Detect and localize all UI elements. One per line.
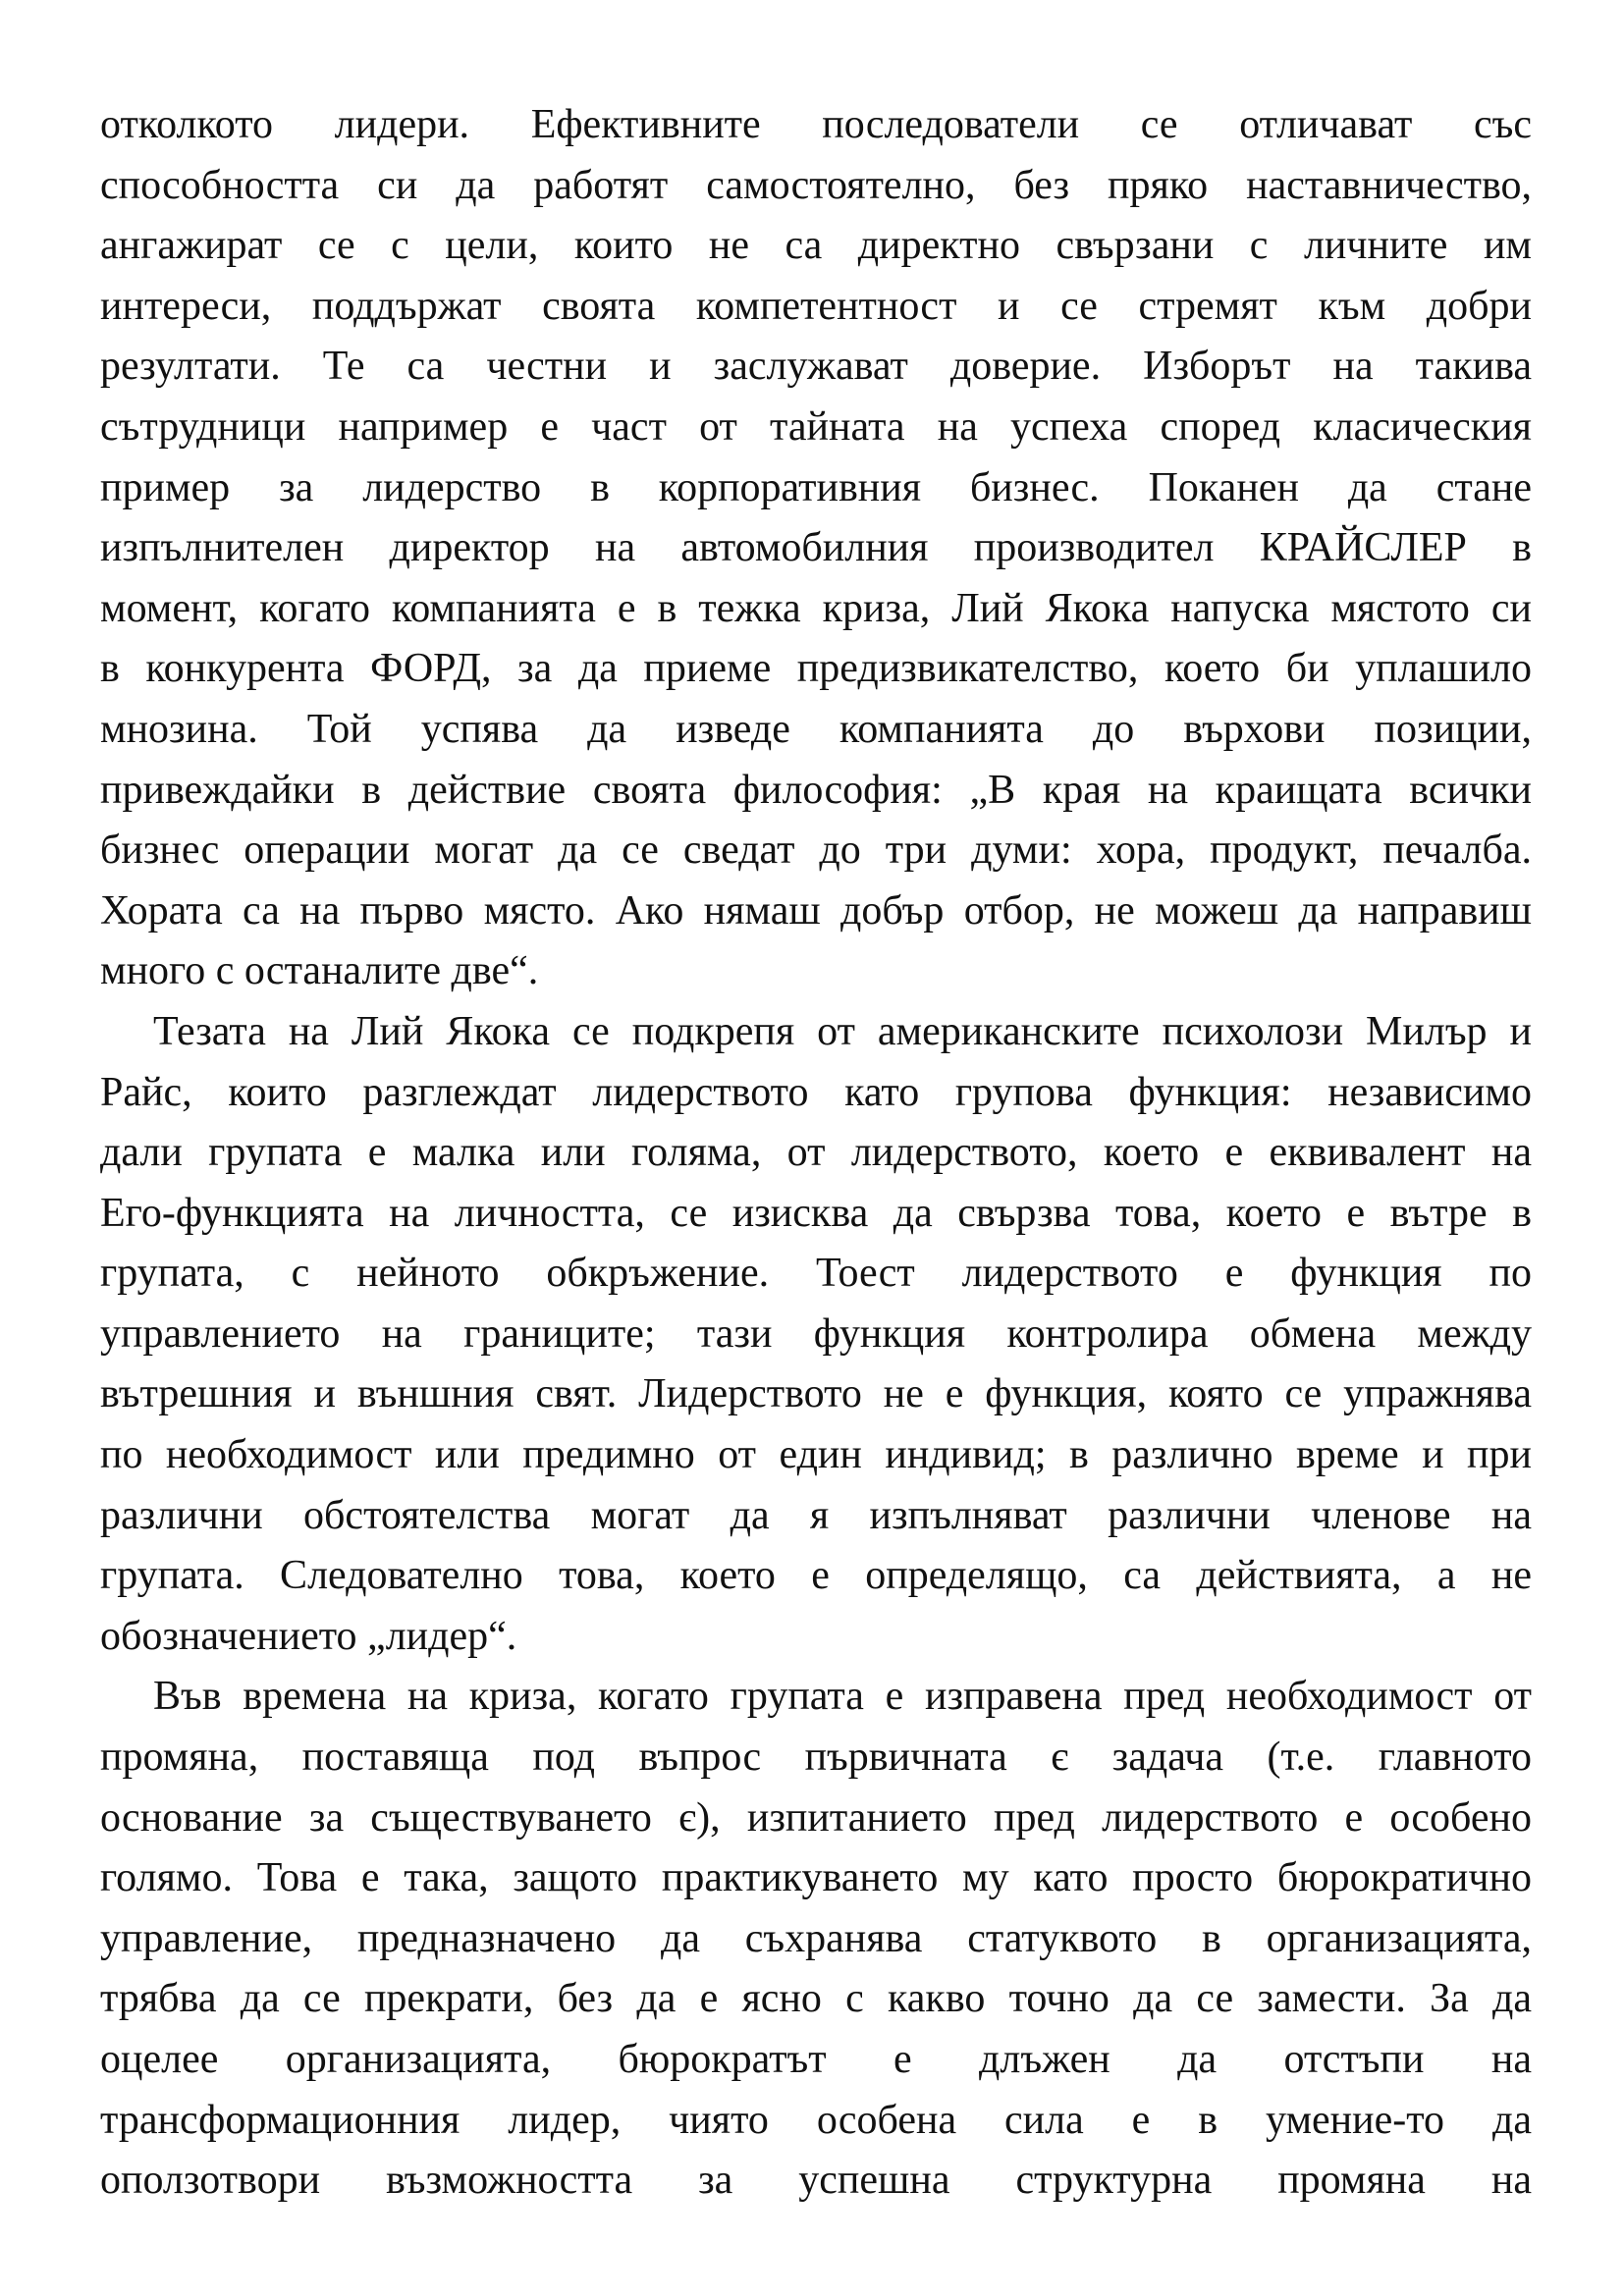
text-line: интереси, поддържат своята компетентност и се стремят към добри: [100, 283, 1532, 329]
text-line: Във времена на криза, когато групата е изправена пред необходимост от: [153, 1674, 1532, 1720]
text-line: дали групата е малка или голяма, от лидерството, което е еквивалент на: [100, 1130, 1532, 1176]
paragraph: [100, 1667, 1532, 2211]
text-line: изпълнителен директор на автомобилния производител КРАЙСЛЕР в: [100, 525, 1532, 571]
text-line: ангажират се с цели, които не са директно свързани с личните им: [100, 223, 1532, 269]
text-line: управлението на границите; тази функция контролира обмена между: [100, 1310, 1532, 1357]
text-line: промяна, поставяща под въпрос първичната є задача (т.е. главното: [100, 1735, 1532, 1781]
paragraph: [100, 95, 1532, 1002]
text-line: трансформационния лидер, чиято особена сила е в умение-то да: [100, 2097, 1532, 2143]
text-line: момент, когато компанията е в тежка криза, Лий Якока напуска мястото си: [100, 585, 1532, 631]
text-line: различни обстоятелства могат да я изпълняват различни членове на: [100, 1492, 1532, 1538]
text-line: оползотвори възможността за успешна структурна промяна на: [100, 2158, 1532, 2204]
text-line: Райс, които разглеждат лидерството като групова функция: независимо: [100, 1069, 1532, 1115]
text-line: трябва да се прекрати, без да е ясно с какво точно да се замести. За да: [100, 1976, 1532, 2022]
text-line: Тезата на Лий Якока се подкрепя от американските психолози Милър и: [153, 1008, 1532, 1054]
text-line: групата. Следователно това, което е определящо, са действията, а не: [100, 1553, 1532, 1599]
text-line: Его-функцията на личността, се изисква да свързва това, което е вътре в: [100, 1190, 1532, 1236]
text-line: оцелее организацията, бюрократът е длъжен да отстъпи на: [100, 2037, 1532, 2082]
body-text: [100, 95, 1532, 2212]
text-line: по необходимост или предимно от един индивид; в различно време и при: [100, 1432, 1532, 1478]
text-line: бизнес операции могат да се сведат до три думи: хора, продукт, печалба.: [100, 828, 1532, 874]
text-line: основание за съществуването є), изпитанието пред лидерството е особено: [100, 1794, 1532, 1841]
text-line: Хората са на първо място. Ако нямаш добър отбор, не можеш да направиш: [100, 887, 1532, 934]
text-line: управление, предназначено да съхранява статуквото в организацията,: [100, 1915, 1532, 1961]
paragraph: [100, 1002, 1532, 1668]
text-line: в конкурента ФОРД, за да приеме предизвикателство, което би уплашило: [100, 646, 1532, 692]
text-line: групата, с нейното обкръжение. Тоест лидерството е функция по: [100, 1251, 1532, 1297]
text-line: голямо. Това е така, защото практикуването му като просто бюрократично: [100, 1855, 1532, 1901]
text-line: пример за лидерство в корпоративния бизнес. Поканен да стане: [100, 464, 1532, 510]
text-line: способността си да работят самостоятелно, без пряко наставничество,: [100, 162, 1532, 208]
text-line: сътрудници например е част от тайната на успеха според класическия: [100, 403, 1532, 450]
text-line: много с останалите две“.: [100, 948, 539, 994]
text-line: вътрешния и външния свят. Лидерството не е функция, която се упражнява: [100, 1371, 1532, 1417]
text-line: обозначението „лидер“.: [100, 1613, 517, 1659]
text-line: мнозина. Той успява да изведе компанията до върхови позиции,: [100, 706, 1532, 752]
text-line: привеждайки в действие своята философия: „В края на краищата всички: [100, 767, 1532, 813]
text-line: отколкото лидери. Ефективните последователи се отличават със: [100, 102, 1532, 147]
text-line: резултати. Те са честни и заслужават доверие. Изборът на такива: [100, 344, 1532, 390]
